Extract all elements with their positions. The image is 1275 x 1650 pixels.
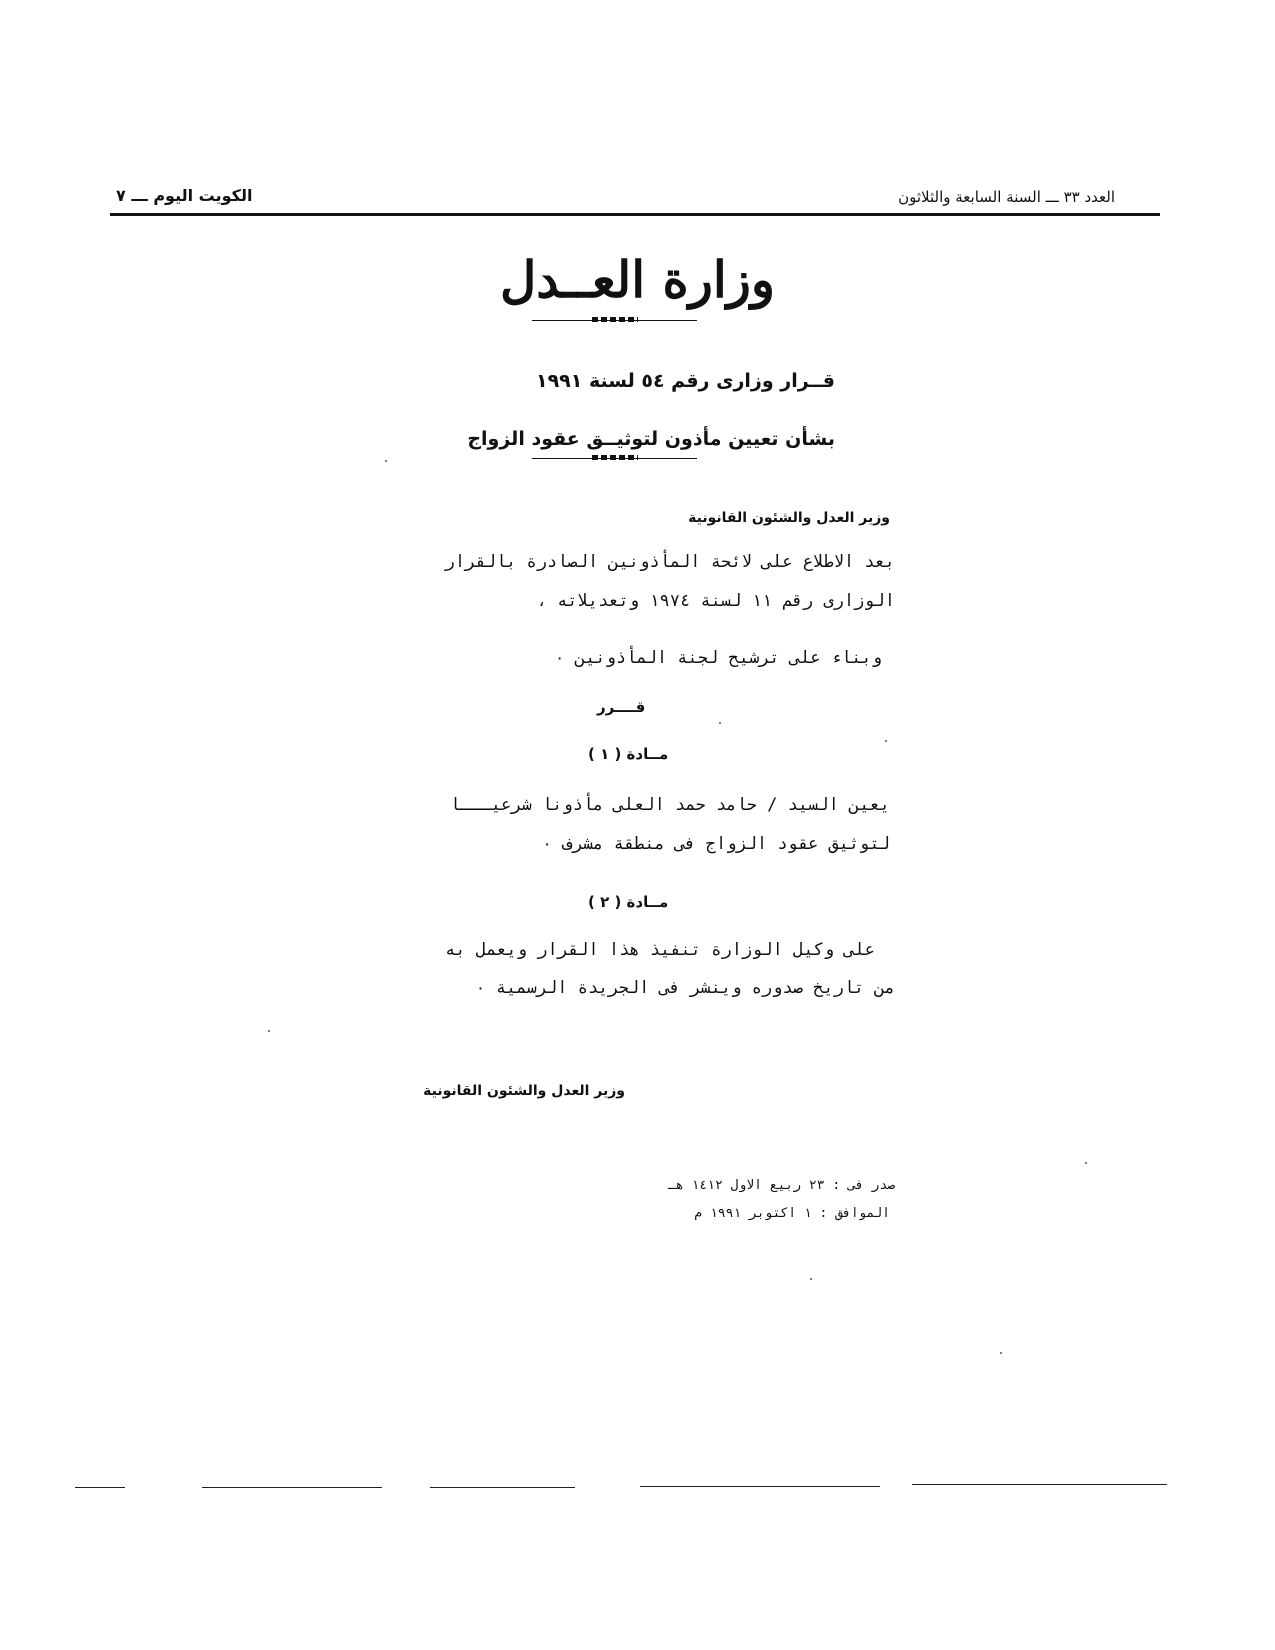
- scan-speck: [385, 460, 387, 462]
- ornamental-divider: [532, 320, 697, 321]
- ministry-title: وزارة العــدل: [499, 250, 776, 309]
- article-text-line: من تاريخ صدوره وينشر فى الجريدة الرسمية ٠: [475, 978, 895, 998]
- footer-rule: [640, 1486, 880, 1487]
- corresponding-date: الموافق : ١ اكتوبر ١٩٩١ م: [694, 1206, 890, 1221]
- issued-date: صدر فى : ٢٣ ربيع الاول ١٤١٢ هـ: [668, 1178, 895, 1193]
- signature-line: وزير العدل والشئون القانونية: [423, 1083, 625, 1099]
- article-heading: مــادة ( ١ ): [588, 745, 669, 763]
- scan-speck: [885, 740, 887, 742]
- article-text-line: يعين السيد / حامد حمد العلى مأذونا شرعيـــا: [449, 795, 890, 815]
- scan-speck: [268, 1030, 270, 1032]
- issue-line: العدد ٣٣ ـــ السنة السابعة والثلاثون: [898, 188, 1115, 206]
- decree-title: قــرار وزارى رقم ٥٤ لسنة ١٩٩١: [535, 370, 835, 392]
- decree-subject: بشأن تعيين مأذون لتوثيــق عقود الزواج: [467, 428, 835, 450]
- scan-speck: [810, 1278, 812, 1280]
- footer-rule: [430, 1487, 575, 1488]
- decided-heading: قــــرر: [597, 698, 646, 716]
- scan-speck: [1085, 1162, 1087, 1164]
- issuer-line: وزير العدل والشئون القانونية: [688, 510, 890, 526]
- header-rule: [110, 213, 1160, 216]
- preamble-line: الوزارى رقم ١١ لسنة ١٩٧٤ وتعديلاته ،: [536, 591, 895, 611]
- preamble-line: بعد الاطلاع على لائحة المأذونين الصادرة بالقرار: [444, 552, 895, 572]
- article-text-line: على وكيل الوزارة تنفيذ هذا القرار ويعمل به: [445, 940, 875, 960]
- footer-rule: [202, 1487, 382, 1488]
- article-text-line: لتوثيق عقود الزواج فى منطقة مشرف ٠: [541, 834, 890, 854]
- footer-rule: [912, 1484, 1167, 1485]
- preamble-line: وبناء على ترشيح لجنة المأذونين ٠: [554, 648, 882, 668]
- article-heading: مــادة ( ٢ ): [588, 893, 669, 911]
- ornamental-divider: [532, 458, 697, 459]
- scan-speck: [719, 722, 721, 724]
- footer-rule: [75, 1487, 125, 1488]
- scan-speck: [1000, 1352, 1002, 1354]
- gazette-page-label: الكويت اليوم ـــ ٧: [116, 186, 253, 205]
